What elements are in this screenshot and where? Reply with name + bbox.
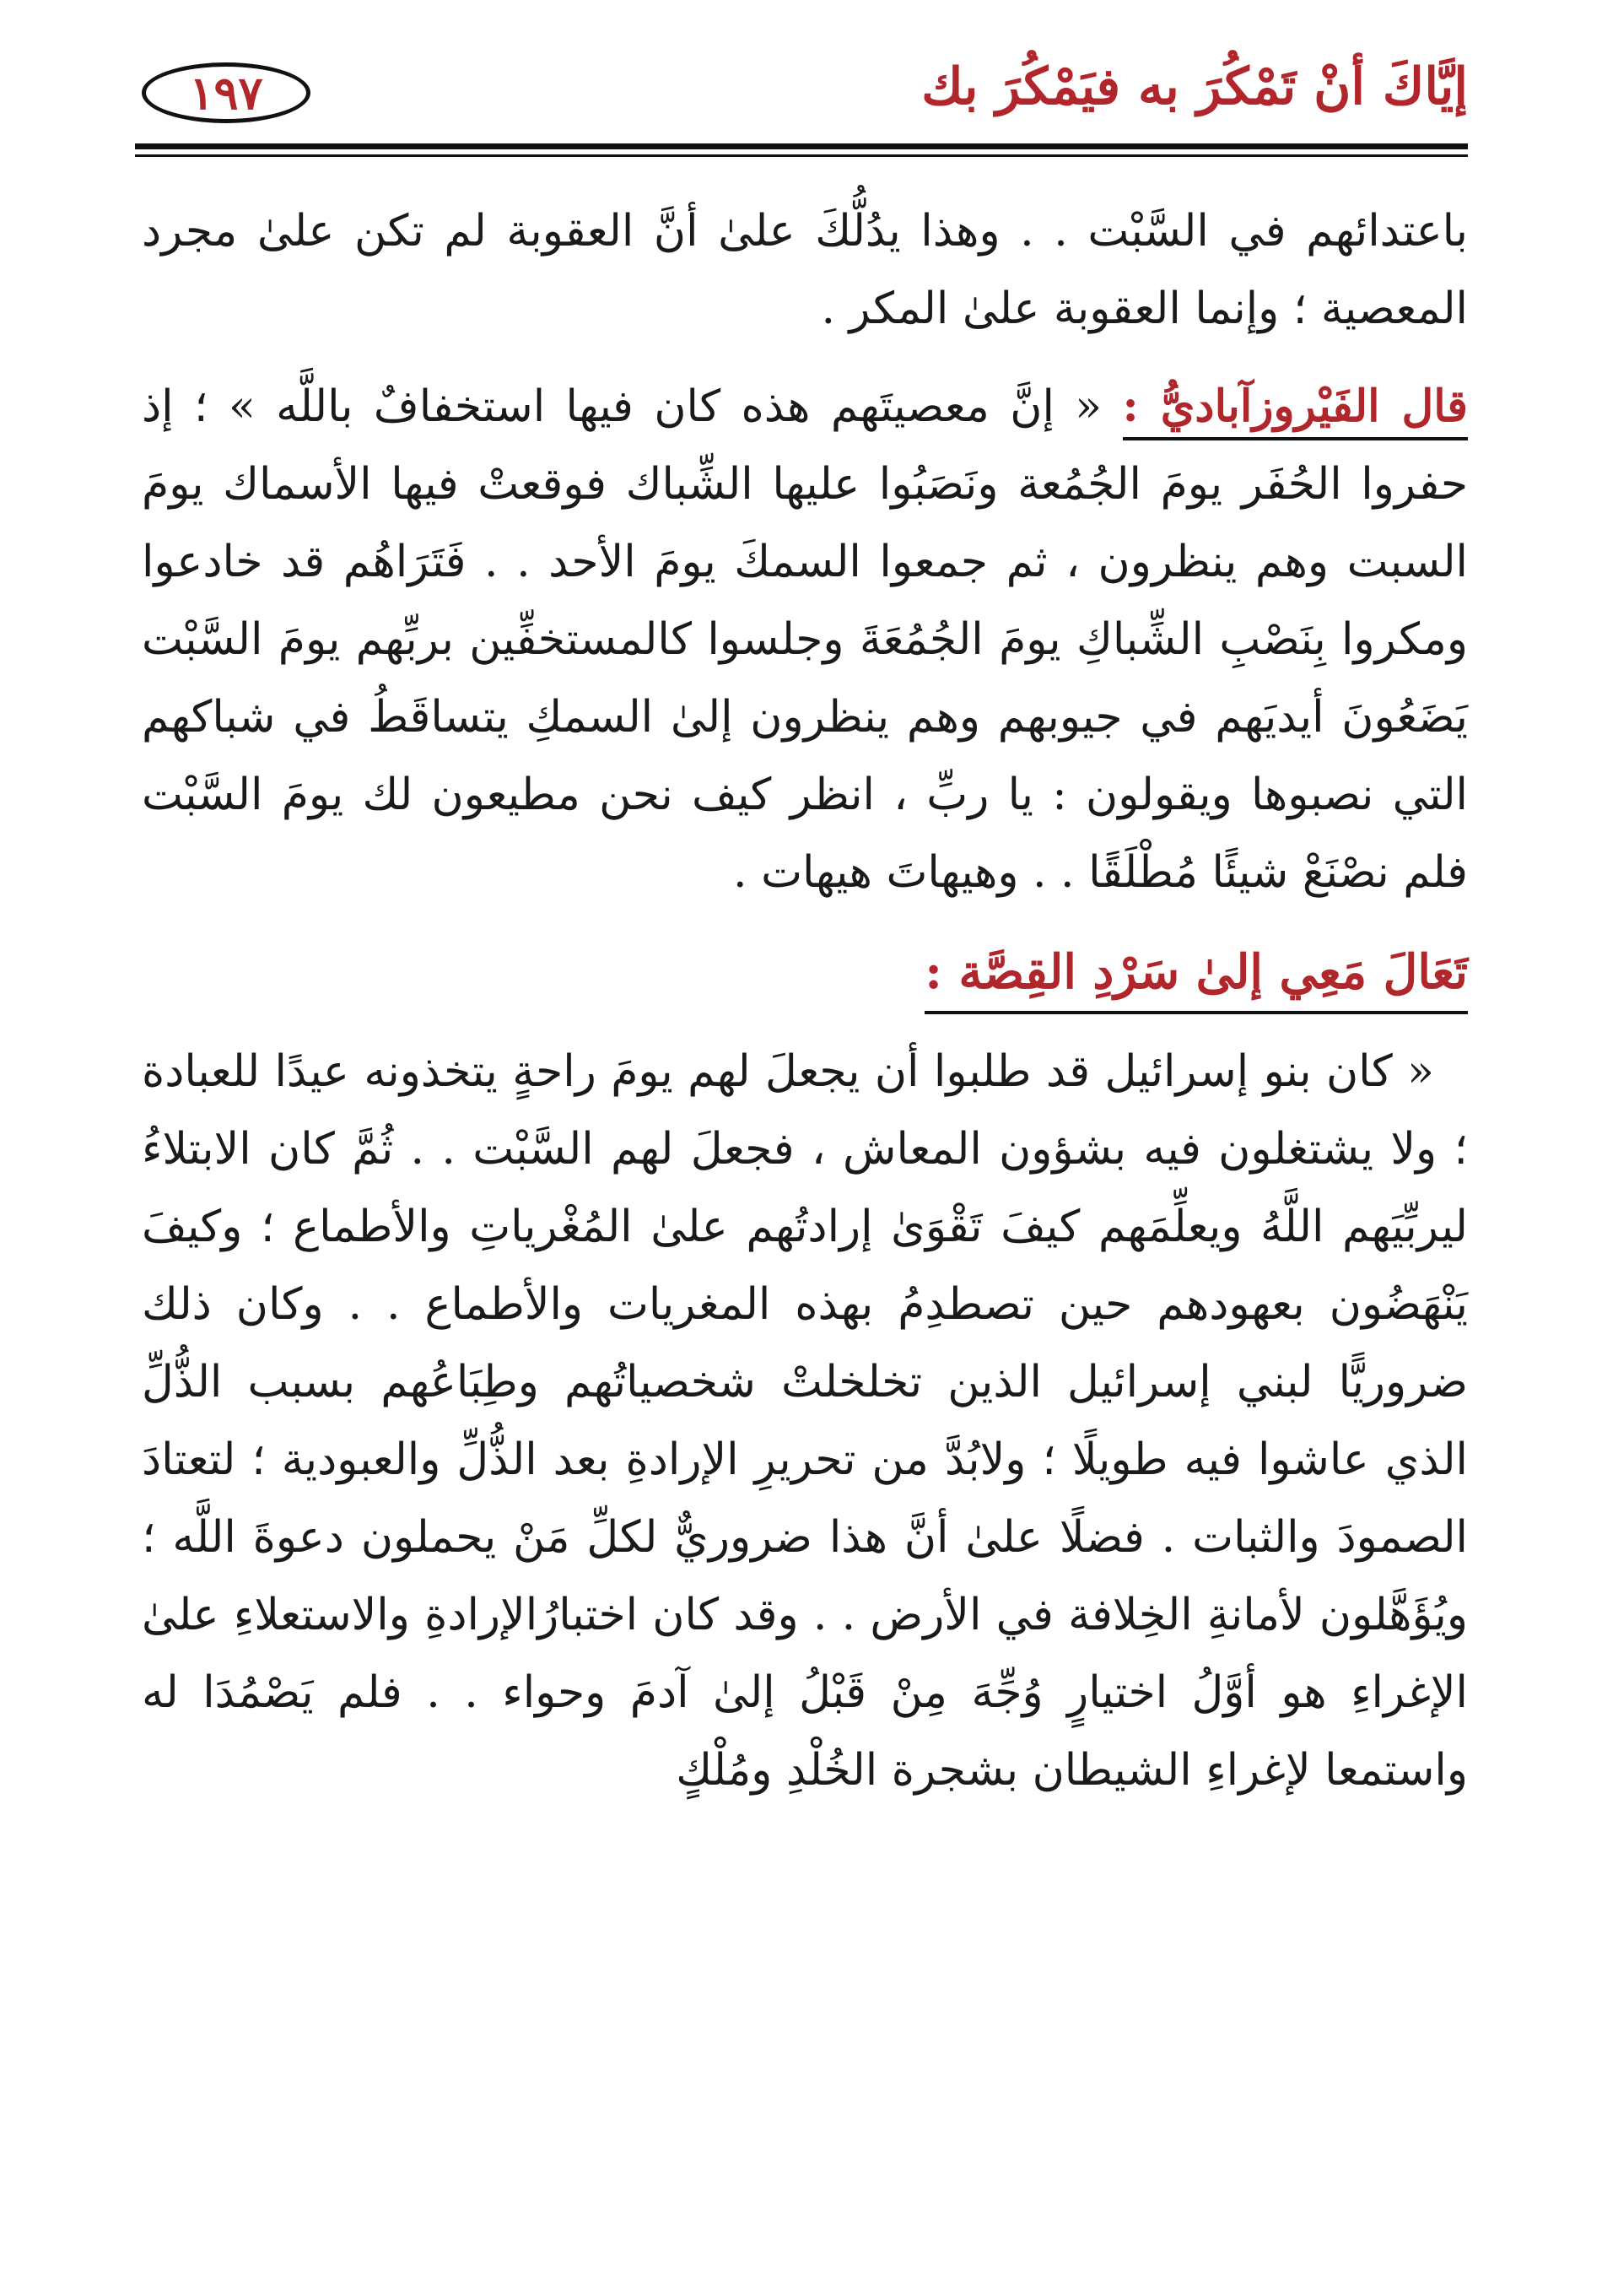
paragraph-3: « كان بنو إسرائيل قد طلبوا أن يجعلَ لهم يومَ راحةٍ يتخذونه عيدًا للعبادة ؛ ولا يشتغلون فيه بشؤون المعاش ، فجعلَ لهم السَّبْت . . ثُمَّ كان الابتلاءُ ليربِّيَهم اللَّهُ ويعلِّمَهم كيفَ تَقْوَىٰ إرادتُهم علىٰ المُغْرياتِ والأطماع ؛ وكيفَ يَنْهَضُون بعهودهم حين تصطدِمُ بهذه المغريات والأطماع . . وكان ذلك ضروريًّا لبني إسرائيل الذين تخلخلتْ شخصياتُهم وطِبَاعُهم بسبب الذُّلِّ الذي عاشوا فيه طويلًا ؛ ولابُدَّ من تحريرِ الإرادةِ بعد الذُّلِّ والعبودية ؛ لتعتادَ الصمودَ والثبات . فضلًا علىٰ أنَّ هذا ضروريٌّ لكلِّ مَنْ يحملون دعوةَ اللَّه ؛ ويُؤَهَّلون لأمانةِ الخِلافة في الأرض . . وقد كان اختبارُالإرادةِ والاستعلاءِ علىٰ الإغراءِ هو أوَّلُ اختيارٍ وُجِّهَ مِنْ قَبْلُ إلىٰ آدمَ وحواء . . فلم يَصْمُدَا له واستمعا لإغراءِ الشيطان بشجرة الخُلْدِ ومُلْكٍ <box>142 1046 1468 1796</box>
paragraph-1: باعتدائهم في السَّبْت . . وهذا يدُلُّكَ علىٰ أنَّ العقوبة لم تكن علىٰ مجرد المعصية ؛ وإنما العقوبة علىٰ المكر . <box>142 206 1468 334</box>
page-header <box>135 51 1468 143</box>
fairuzabadi-label: قال الفَيْروزآباديُّ : <box>1123 381 1468 440</box>
paragraph-2 <box>142 368 1468 911</box>
page-number: ١٩٧ <box>142 62 310 123</box>
section-heading <box>142 935 1468 1014</box>
running-title: إيَّاكَ أنْ تَمْكُرَ به فيَمْكُرَ بك <box>921 57 1468 116</box>
body-text <box>142 192 1468 1809</box>
paragraph-2-text: « إنَّ معصيتَهم هذه كان فيها استخفافٌ باللَّه » ؛ إذ حفروا الحُفَر يومَ الجُمُعة ونَصَبُوا عليها الشِّباك فوقعتْ فيها الأسماك يومَ السبت وهم ينظرون ، ثم جمعوا السمكَ يومَ الأحد . . فَتَرَاهُم قد خادعوا ومكروا بِنَصْبِ الشِّباكِ يومَ الجُمُعَةَ وجلسوا كالمستخفِّين بربِّهم يومَ السَّبْت يَضَعُونَ أيديَهم في جيوبهم وهم ينظرون إلىٰ السمكِ يتساقَطُ في شباكهم التي نصبوها ويقولون : يا ربِّ ، انظر كيف نحن مطيعون لك يومَ السَّبْت فلم نصْنَعْ شيئًا مُطْلَقًا . . وهيهاتَ هيهات . <box>142 381 1469 898</box>
section-heading-text: تَعَالَ مَعِي إلىٰ سَرْدِ القِصَّة : <box>925 937 1468 1014</box>
header-rule-thin <box>135 154 1468 157</box>
header-rule-thick <box>135 143 1468 149</box>
